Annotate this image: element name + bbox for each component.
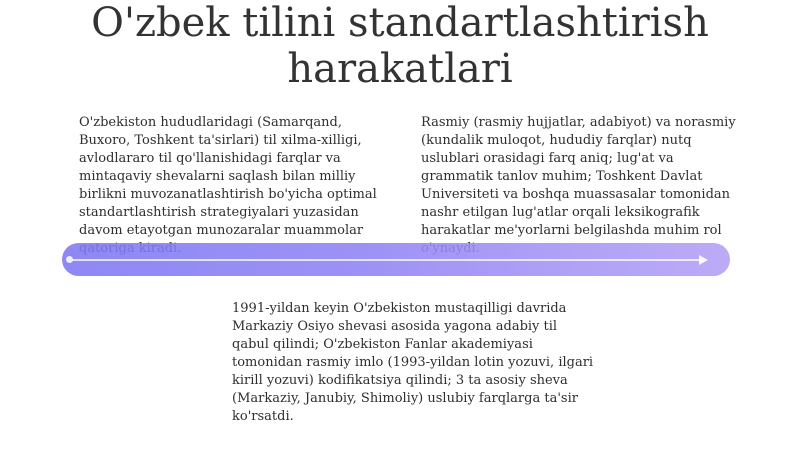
page-title: O'zbek tilini standartlashtirish harakatlari xyxy=(91,0,709,92)
timeline-line xyxy=(72,259,702,261)
timeline-arrow-icon xyxy=(699,255,708,265)
text-block-bottom: 1991-yildan keyin O'zbekiston mustaqilligi davrida Markaziy Osiyo shevasi asosida yagona adabiy til qabul qilindi; O'zbekiston Fanlar akademiyasi tomonidan rasmiy imlo (1993-yildan lotin yozuvi, ilgari kirill yozuvi) kodifikatsiya qilindi; 3 ta asosiy sheva (Markaziy, Janubiy, Shimoliy) uslubiy farqlarga ta'sir ko'rsatdi. xyxy=(232,301,594,424)
text-block-right: Rasmiy (rasmiy hujjatlar, adabiyot) va norasmiy (kundalik muloqot, hududiy farqlar) nutq uslublari orasidagi farq aniq; lug'at va grammatik tanlov muhim; Toshkent Davlat Universiteti va boshqa muassasalar tomonidan nashr etilgan lug'atlar orqali leksikografik harakatlar me'yorlarni belgilashda muhim rol xyxy=(421,115,736,238)
text-block-left: O'zbekiston hududlaridagi (Samarqand, Buxoro, Toshkent ta'sirlari) til xilma-xilligi, avlodlararo til qo'llanishidagi farqlar va mintaqaviy shevalarni saqlash bilan milliy birlikni muvozanatlashtirish bo'yicha optimal standartlashtirish strategiyalari yuzasidan davom etayotgan munozaralar muammolar xyxy=(79,115,377,238)
